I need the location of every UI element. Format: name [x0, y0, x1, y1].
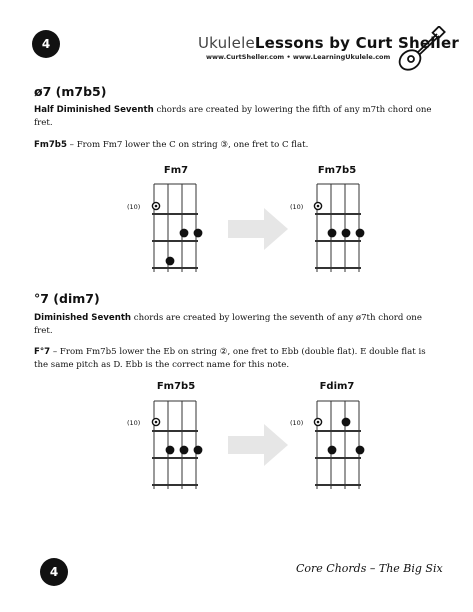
section1-example — [34, 139, 439, 152]
finger-dot — [328, 229, 337, 238]
finger-dot — [356, 446, 365, 455]
ukulele-icon — [397, 26, 447, 74]
section2-intro-term: Diminished Seventh — [34, 313, 132, 323]
chord-name-fm7b5-2: Fm7b5 — [156, 381, 196, 392]
section2-example-chord: F°7 — [34, 347, 51, 357]
finger-dot — [166, 257, 175, 266]
finger-dot — [180, 229, 189, 238]
footer-page-number: 4 — [49, 565, 59, 579]
section2-example — [34, 346, 439, 372]
arrow-right-icon — [228, 208, 288, 250]
fret-label: (10) — [127, 203, 141, 211]
chord-name-fm7: Fm7 — [163, 165, 189, 176]
chord-name-fdim7: Fdim7 — [319, 381, 355, 392]
section1-example-chord: Fm7b5 — [34, 140, 67, 150]
chord-diagram-fdim7 — [313, 397, 367, 491]
section1-intro — [34, 104, 439, 130]
finger-dot — [194, 446, 203, 455]
fret-label: (10) — [290, 419, 304, 427]
footer-page-badge — [40, 558, 68, 586]
page-number: 4 — [41, 37, 51, 51]
section1-heading: ø7 (m7b5) — [34, 84, 107, 99]
chord-diagram-fm7 — [150, 180, 204, 274]
section1-intro-text: chords are created by lowering the fifth of any m7th chord one fret. — [34, 105, 432, 128]
brand-sites: www.CurtSheller.com • www.LearningUkulele.com — [206, 53, 391, 61]
fret-label: (10) — [127, 419, 141, 427]
finger-dot — [342, 418, 351, 427]
finger-dot — [342, 229, 351, 238]
page-number-badge — [32, 30, 60, 58]
finger-dot — [328, 446, 337, 455]
section2-heading: °7 (dim7) — [34, 291, 100, 306]
footer-title: Core Chords – The Big Six — [296, 562, 443, 575]
chord-diagram-fm7b5 — [313, 180, 367, 274]
chord-name-fm7b5: Fm7b5 — [317, 165, 357, 176]
chord-diagram-fm7b5-2 — [150, 397, 204, 491]
finger-dot — [180, 446, 189, 455]
section1-intro-term: Half Diminished Seventh — [34, 105, 154, 115]
section2-intro-text: chords are created by lowering the seventh of any ø7th chord one fret. — [34, 313, 422, 336]
section1-example-text: – From Fm7 lower the C on string ③, one fret to C flat. — [66, 140, 309, 150]
fret-label: (10) — [290, 203, 304, 211]
section2-example-text: – From Fm7b5 lower the Eb on string ②, one fret to Ebb (double flat). E double flat is the same pitch as D. Ebb is the correct name for this note. — [34, 347, 426, 370]
finger-dot — [356, 229, 365, 238]
brand-name-light: Ukulele — [198, 34, 255, 52]
section2-intro — [34, 312, 439, 338]
finger-dot — [166, 446, 175, 455]
finger-dot — [194, 229, 203, 238]
arrow-right-icon — [228, 424, 288, 466]
brand-name-bold: Lessons by Curt Sheller — [254, 34, 459, 52]
